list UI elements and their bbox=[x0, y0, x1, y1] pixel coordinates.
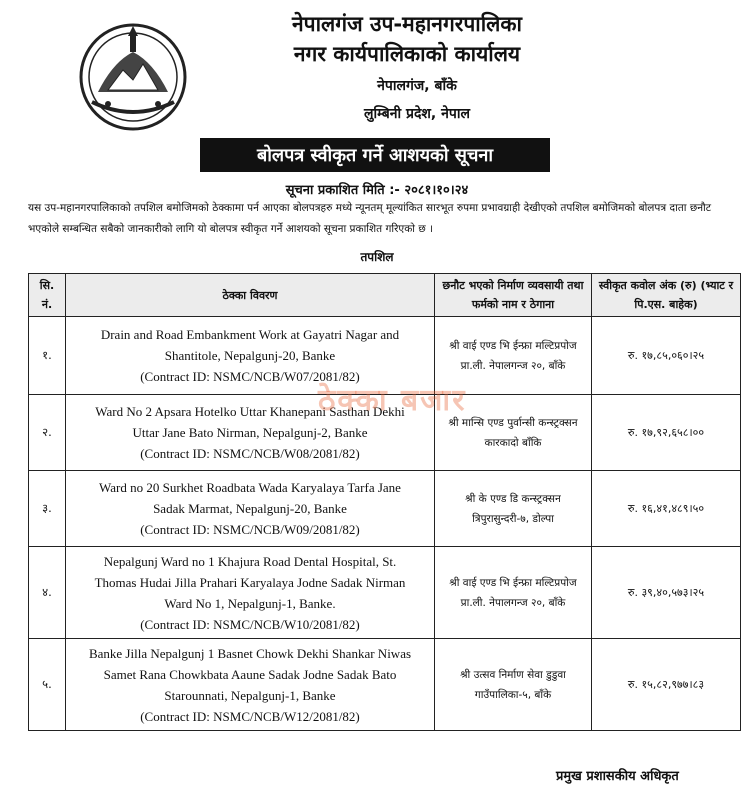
desc-line: Ward No 1, Nepalgunj-1, Banke. bbox=[164, 595, 336, 611]
row-sn: ५. bbox=[29, 639, 66, 731]
signature-title: प्रमुख प्रशासकीय अधिकृत bbox=[556, 769, 679, 784]
table-row bbox=[29, 471, 741, 547]
row-desc bbox=[66, 395, 435, 471]
row-amount: रु. १६,४१,४८९।५० bbox=[592, 471, 741, 547]
table-row bbox=[29, 395, 741, 471]
watermark-logo: ठेक्का बजार bbox=[318, 383, 467, 418]
row-vendor: श्री वाई एण्ड भि ईन्फ्रा मल्टिप्रपोज प्रा.ली. नेपालगन्ज २०, बाँके bbox=[435, 317, 592, 395]
row-desc bbox=[66, 639, 435, 731]
row-vendor: श्री वाई एण्ड भि ईन्फ्रा मल्टिप्रपोज प्रा.ली. नेपालगन्ज २०, बाँके bbox=[435, 547, 592, 639]
row-vendor: श्री मान्सि एण्ड पुर्वान्सी कन्स्ट्रक्सन कारकादो बाँकि bbox=[435, 395, 592, 471]
desc-line: Ward no 20 Surkhet Roadbata Wada Karyalaya Tarfa Jane bbox=[99, 480, 401, 495]
desc-line: Nepalgunj Ward no 1 Khajura Road Dental Hospital, St. bbox=[103, 553, 397, 569]
row-sn: ३. bbox=[29, 471, 66, 547]
row-sn: १. bbox=[29, 317, 66, 395]
desc-line: Samet Rana Chowkbata Aaune Sadak Jodne Sadak Bato bbox=[103, 666, 397, 682]
row-vendor: श्री के एण्ड डि कन्स्ट्रक्सन त्रिपुरासुन्दरी-७, डोल्पा bbox=[435, 471, 592, 547]
desc-line: Starounnati, Nepalgunj-1, Banke bbox=[164, 687, 336, 703]
desc-line: Uttar Jane Bato Nirman, Nepalgunj-2, Banke bbox=[132, 425, 368, 440]
office-name-line-2: नगर कार्यपालिकाको कार्यालय bbox=[293, 42, 521, 66]
row-amount: रु. १७,८५,०६०।२५ bbox=[592, 317, 741, 395]
row-amount: रु. १५,८२,९७७।८३ bbox=[592, 639, 741, 731]
row-desc bbox=[66, 547, 435, 639]
row-amount: रु. ३९,४०,५७३।२५ bbox=[592, 547, 741, 639]
notice-body-text: यस उप-महानगरपालिकाको तपशिल बमोजिमको ठेक्कामा पर्न आएका बोलपत्रहरु मध्ये न्यूनतम् मूल्यांकित सारभूत रुपमा प्रभावग्राही देखीएको तपशिल बमोजिमको बोलपत्र दाता छनौट भएकोले सम्बन्धित सबैको जानकारीको लागि यो बोलपत्र स्वीकृत गर्ने आशयको सूचना प्रकाशित गरिएको छ । bbox=[28, 202, 712, 235]
header-vendor: छनौट भएको निर्माण व्यवसायी तथा फर्मको नाम र ठेगाना bbox=[435, 274, 592, 317]
row-amount: रु. १७,९२,६५८।०० bbox=[592, 395, 741, 471]
publish-date: सूचना प्रकाशित मिति :- २०८१।१०।२४ bbox=[285, 183, 469, 198]
desc-line: (Contract ID: NSMC/NCB/W08/2081/82) bbox=[140, 446, 360, 461]
office-address-line: नेपालगंज, बाँके bbox=[377, 78, 457, 94]
row-sn: २. bbox=[29, 395, 66, 471]
table-row bbox=[29, 639, 741, 731]
contracts-table bbox=[28, 273, 741, 731]
row-sn: ४. bbox=[29, 547, 66, 639]
header-desc: ठेक्का विवरण bbox=[66, 274, 435, 317]
desc-line: Sadak Marmat, Nepalgunj-20, Banke bbox=[153, 501, 347, 516]
table-caption: तपशिल bbox=[360, 250, 394, 264]
office-province-line: लुम्बिनी प्रदेश, नेपाल bbox=[364, 106, 470, 122]
row-desc bbox=[66, 471, 435, 547]
desc-line: (Contract ID: NSMC/NCB/W10/2081/82) bbox=[140, 616, 360, 632]
table-row bbox=[29, 317, 741, 395]
table-header-row bbox=[29, 274, 741, 317]
notice-title: बोलपत्र स्वीकृत गर्ने आशयको सूचना bbox=[200, 138, 550, 172]
desc-line: (Contract ID: NSMC/NCB/W12/2081/82) bbox=[140, 708, 360, 724]
desc-line: Banke Jilla Nepalgunj 1 Basnet Chowk Dekhi Shankar Niwas bbox=[88, 645, 412, 661]
header-sn: सि. नं. bbox=[29, 274, 66, 317]
row-desc bbox=[66, 317, 435, 395]
office-name-line-1: नेपालगंज उप-महानगरपालिका bbox=[292, 12, 522, 36]
desc-line: (Contract ID: NSMC/NCB/W07/2081/82) bbox=[140, 369, 360, 384]
desc-line: Shantitole, Nepalgunj-20, Banke bbox=[164, 348, 336, 363]
table-row bbox=[29, 547, 741, 639]
desc-line: Thomas Hudai Jilla Prahari Karyalaya Jodne Sadak Nirman bbox=[94, 574, 406, 590]
header-amount: स्वीकृत कवोल अंक (रु) (भ्याट र पि.एस. बाहेक) bbox=[592, 274, 741, 317]
row-vendor: श्री उत्सव निर्माण सेवा डुडुवा गाउँपालिका-५, बाँके bbox=[435, 639, 592, 731]
desc-line: Ward No 2 Apsara Hotelko Uttar Khanepani Sasthan Dekhi bbox=[95, 404, 405, 419]
desc-line: (Contract ID: NSMC/NCB/W09/2081/82) bbox=[140, 522, 360, 537]
desc-line: Drain and Road Embankment Work at Gayatri Nagar and bbox=[100, 327, 400, 342]
